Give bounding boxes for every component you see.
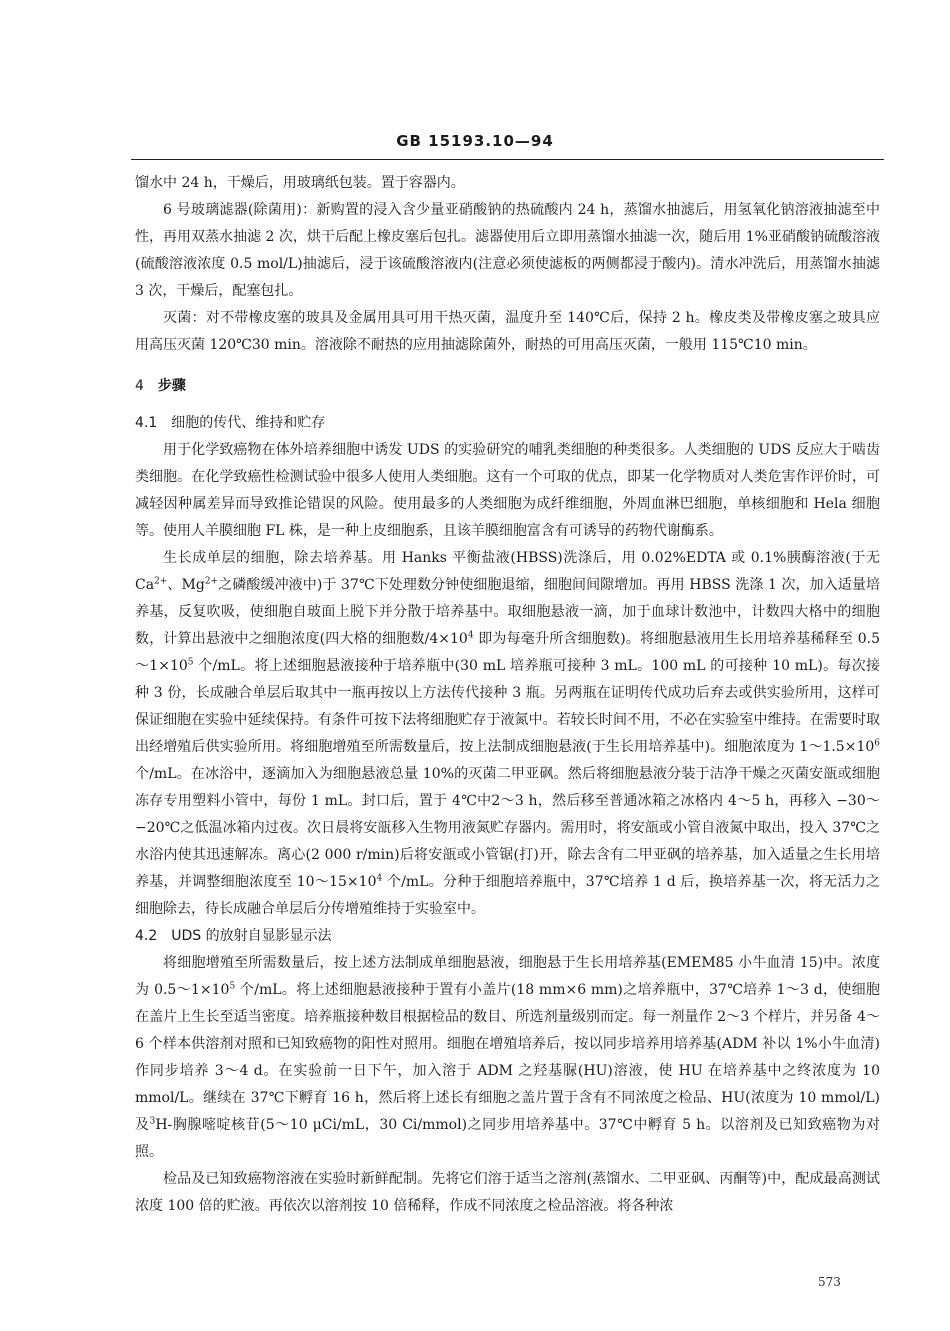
paragraph-cell-types: 用于化学致癌物在体外培养细胞中诱发 UDS 的实验研究的哺乳类细胞的种类很多。人类细胞的 UDS 反应大于啮齿类细胞。在化学致癌性检测试验中很多人使用人类细胞。这有一个可取的优点，即某一化学物质对人类危害作评价时，可减轻因种属差异而导致推论错误的风险。使用最多的人类细胞为成纤维细胞，外周血淋巴细胞，单核细胞和 Hela 细胞等。使用人羊膜细胞 FL 株，是一种上皮细胞系，且该羊膜细胞富含有可诱导的药物代谢酶系。 [135,442,880,539]
paragraph-sample-prep: 检品及已知致癌物溶液在实验时新鲜配制。先将它们溶于适当之溶剂(蒸馏水、二甲亚砜、丙酮等)中，配成最高测试浓度 100 倍的贮液。再依次以溶剂按 10 倍稀释，作成不同浓度之检品溶液。将各种浓 [135,1171,880,1214]
section-title: 步骤 [157,378,186,394]
section-heading-4-2 [135,923,880,950]
page-number: 573 [818,1275,841,1289]
paragraph-continuation: 馏水中 24 h，干燥后，用玻璃纸包装。置于容器内。 [135,175,465,191]
paragraph-autoradiography: 将细胞增殖至所需数量后，按上述方法制成单细胞悬液，细胞悬于生长用培养基(EMEM85 小牛血清 15)中。浓度为 $0.5\sim 1\times 10^5$ 个/mL。将上述细胞悬液接种于置有小盖片(18 mm×6 mm)之培养瓶中，37℃培养 1～3 d，使细胞在盖片上生长至适当密度。培养瓶接种数目根据检品的数目、所选剂量级别而定。每一剂量作 2～3 个样片，并另备 4～6 个样本供溶剂对照和已知致癌物的阳性对照用。细胞在增殖培养后，按以同步培养用培养基(ADM 补以 1%小牛血清)作同步培养 3～4 d。在实验前一日下午，加入溶于 ADM 之羟基脲(HU)溶液，使 HU 在培养基中之终浓度为 10 mmol/L。继续在 37℃下孵育 16 h，然后将上述长有细胞之盖片置于含有不同浓度之检品、HU(浓度为 10 mmol/L)及$^3$H-胸腺嘧啶核苷(5～10 μCi/mL，30 Ci/mmol)之同步用培养基中。37℃中孵育 5 h。以溶剂及已知致癌物为对照。 [135,955,880,1160]
paragraph-cell-culture: 生长成单层的细胞，除去培养基。用 Hanks 平衡盐液(HBSS)洗涤后，用 0.02%EDTA 或 0.1%胰酶溶液(于无 $Ca^{2+}$、$Mg^{2+}$之磷酸缓冲液中)于 37℃下处理数分钟使细胞退缩，细胞间间隙增加。再用 HBSS 洗涤 1 次，加入适量培养基，反复吹吸，使细胞自玻面上脱下并分散于培养基中。取细胞悬液一滴，加于血球计数池中，计数四大格中的细胞数，计算出悬液中之细胞浓度(四大格的细胞数$/4\times 10^4$ 即为每毫升所含细胞数)。将细胞悬液用生长用培养基稀释至 $0.5\sim 1\times 10^5$ 个/mL。将上述细胞悬液接种于培养瓶中(30 mL 培养瓶可接种 3 mL。100 mL 的可接种 10 mL)。每次接种 3 份，长成融合单层后取其中一瓶再按以上方法传代接种 3 瓶。另两瓶在证明传代成功后弃去或供实验所用，这样可保证细胞在实验中延续保持。有条件可按下法将细胞贮存于液氮中。若较长时间不用，不必在实验室中维持。在需要时取出经增殖后供实验所用。将细胞增殖至所需数量后，按上法制成细胞悬液(于生长用培养基中)。细胞浓度为 $1\sim 1.5\times 10^6$ 个/mL。在冰浴中，逐滴加入为细胞悬液总量 10%的灭菌二甲亚砜。然后将细胞悬液分装于洁净干燥之灭菌安瓿或细胞冻存专用塑料小管中，每份 1 mL。封口后，置于 4℃中2～3 h，然后移至普通冰箱之冰格内 4～5 h，再移入 −30～−20℃之低温冰箱内过夜。次日晨将安瓿移入生物用液氮贮存器内。需用时，将安瓿或小管自液氮中取出，投入 37℃之水浴内使其迅速解冻。离心(2 000 r/min)后将安瓿或小管锯(打)开，除去含有二甲亚砜的培养基，加入适量之生长用培养基，并调整细胞浓度至 $10\sim 15\times 10^4$ 个/mL。分种于细胞培养瓶中，37℃培养 1 d 后，换培养基一次，将无活力之细胞除去，待长成融合单层后分传增殖维持于实验室中。 [135,550,881,917]
paragraph-sterilization: 灭菌：对不带橡皮塞的玻具及金属用具可用干热灭菌，温度升至 140℃后，保持 2 h。橡皮类及带橡皮塞之玻具应用高压灭菌 120℃30 min。溶液除不耐热的应用抽滤除菌外，耐热的可用高压灭菌，一般用 115℃10 min。 [135,310,880,353]
standard-code-header: GB 15193.10—94 [396,132,554,150]
paragraph-filter: 6 号玻璃滤器(除菌用)：新购置的浸入含少量亚硝酸钠的热硫酸内 24 h，蒸馏水抽滤后，用氢氧化钠溶液抽滤至中性，再用双蒸水抽滤 2 次，烘干后配上橡皮塞后包扎。滤器使用后立即用蒸馏水抽滤一次，随后用 1%亚硝酸钠硫酸溶液(硫酸溶液浓度 0.5 mol/L)抽滤后，浸于该硫酸溶液内(注意必须使滤板的两侧都浸于酸内)。清水冲洗后，用蒸馏水抽滤 3 次，干燥后，配塞包扎。 [135,202,880,299]
header-rule [131,159,884,160]
section-title: UDS 的放射自显影显示法 [171,928,332,944]
section-number: 4.1 [135,415,158,431]
section-heading-4-1 [135,410,880,437]
section-number: 4 [135,378,144,394]
section-heading-4 [135,373,880,400]
section-number: 4.2 [135,928,158,944]
document-body [135,170,880,1220]
section-title: 细胞的传代、维持和贮存 [171,415,326,431]
